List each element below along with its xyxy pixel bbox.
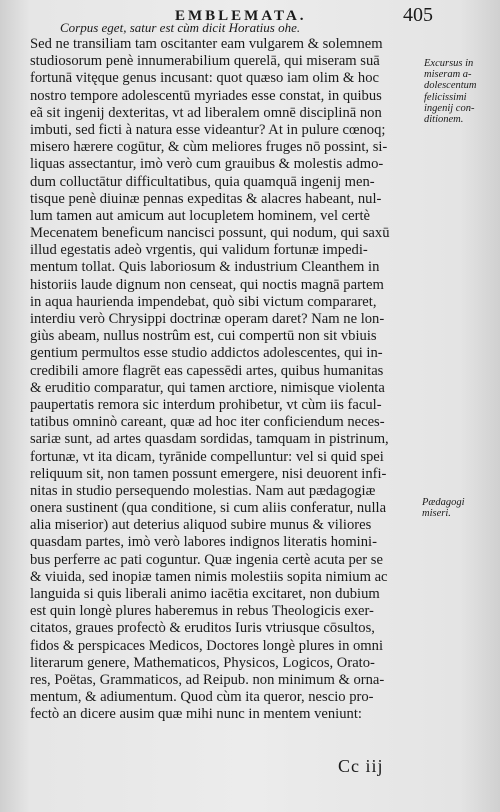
- text-line: fectò an dicere ausim quæ mihi nunc in mentem veniunt:: [30, 706, 362, 723]
- text-line: alia miserior) aut deterius aliquod subire munus & viliores: [30, 517, 372, 534]
- text-line: in aqua haurienda impendebat, quò sibi victum compararet,: [30, 293, 377, 310]
- text-line: fidos & perspicaces Medicos, Doctores longè plures in omni: [30, 637, 384, 654]
- text-line: credibili amore flagrēt eas capessēdi artes, quibus humanitas: [30, 362, 384, 379]
- text-line: nostro tempore adolescentū myriades esse constat, in quibus: [30, 87, 382, 104]
- body-text: [30, 36, 420, 724]
- text-line: historiis laude dignum non censeat, qui noctis magnā partem: [30, 276, 384, 293]
- text-line: citatos, graues profectò & eruditos Iuris vtriusque cōsultos,: [30, 620, 375, 637]
- running-title: EMBLEMATA.: [175, 8, 307, 24]
- text-line: mentum, & adiumentum. Quod cùm ita queror, nescio pro-: [30, 689, 374, 706]
- margin-note-line: miseri.: [422, 508, 451, 520]
- emblem-motto: Corpus eget, satur est cùm dicit Horatius ohe.: [60, 20, 301, 35]
- text-line: fortunæ, vt ita dicam, tyrānide compelluntur: vel si quid spei: [30, 448, 384, 465]
- text-line: dum colluctātur difficultatibus, quia quamquā ingenij men-: [30, 173, 375, 190]
- text-line: & viuida, sed inopiæ tamen nimis molestiis sopita nimium ac: [30, 568, 388, 585]
- text-line: eã sit ingenij dexteritas, vt ad liberalem omnē disciplinā non: [30, 104, 382, 121]
- text-line: illud egestatis adeò vrgentis, qui validum fortunæ impedi-: [30, 242, 368, 259]
- margin-note-line: miseram a-: [424, 69, 472, 81]
- text-line: onera sustinent (qua conditione, si cum aliis conferatur, nulla: [30, 500, 387, 517]
- signature-mark: Cc iij: [338, 756, 384, 776]
- text-line: res, Poëtas, Grammaticos, ad Reipub. non minimum & orna-: [30, 671, 385, 688]
- text-line: studiosorum penè innumerabilium querelā, qui miseram suā: [30, 53, 380, 70]
- text-line: reliquum sit, non tamen possunt emergere, nisi deuorent infi-: [30, 465, 387, 482]
- text-line: sariæ sunt, ad artes quasdam sordidas, tamquam in pistrinum,: [30, 431, 389, 448]
- text-line: imbuti, sed ficti à natura esse videantur? At in pulure cœnoq;: [30, 121, 386, 138]
- text-line: bus perferre ac pati coguntur. Quæ ingenia certè acuta per se: [30, 551, 383, 568]
- text-line: mentum tollat. Quis laboriosum & industrium Cleanthem in: [30, 259, 380, 276]
- margin-note-line: Excursus in: [424, 58, 474, 69]
- margin-note-excursus: [424, 58, 498, 125]
- text-line: nitas in studio persequendo molestias. Nam aut pædagogiæ: [30, 482, 376, 499]
- margin-note-line: ditionem.: [424, 114, 464, 126]
- text-line: literarum genere, Mathematicos, Physicos, Logicos, Orato-: [30, 654, 375, 671]
- text-line: & eruditio comparatur, qui tamen arctiore, nimisque violenta: [30, 379, 385, 396]
- text-line: tisque penè diuinæ pennas expeditas & alacres habeant, nul-: [30, 190, 382, 207]
- margin-note-paedagogi: [422, 497, 492, 519]
- text-line: languida si quis liberali animo iacētia excitaret, non dubium: [30, 586, 380, 602]
- text-line: quasdam partes, imò verò labores indignos literatis homini-: [30, 534, 377, 551]
- text-line: Mecenatem beneficum nancisci possunt, qui nodum, qui saxū: [30, 225, 390, 242]
- text-line: liquas assectantur, imò verò cum grauibus & molestis admo-: [30, 156, 384, 173]
- text-line: misero hærere cogūtur, & cùm meliores fruges nō possint, si-: [30, 139, 388, 156]
- text-line: giùs abeam, nullus nostrûm est, cui compertū non sit vbiuis: [30, 328, 377, 345]
- margin-note-line: dolescentum: [424, 80, 477, 92]
- text-line: lum tamen aut amicum aut locupletem hominem, vel certè: [30, 207, 371, 224]
- margin-note-line: Pædagogi: [422, 497, 465, 508]
- text-line: est quin longè plures haberemus in rebus Theologicis exer-: [30, 603, 374, 620]
- text-line: tatibus omninò careant, quæ ad hoc iter conficiendum neces-: [30, 414, 385, 431]
- page-number: 405: [403, 4, 433, 26]
- margin-note-line: felicissimi: [424, 91, 467, 103]
- text-line: fortunā vitęque genus incusant: quot quæso iam olim & hoc: [30, 70, 379, 87]
- text-line: Sed ne transiliam tam oscitanter eam vulgarem & solemnem: [30, 36, 383, 52]
- margin-note-line: ingenij con-: [424, 102, 475, 114]
- text-line: paupertatis remora sic interdum prohibetur, vt cùm iis facul-: [30, 396, 382, 413]
- text-line: interdiu verò Chrysippi doctrinæ operam daret? Nam ne lon-: [30, 311, 385, 327]
- text-line: gentium permultos esse studio addictos adolescentes, qui in-: [30, 345, 383, 362]
